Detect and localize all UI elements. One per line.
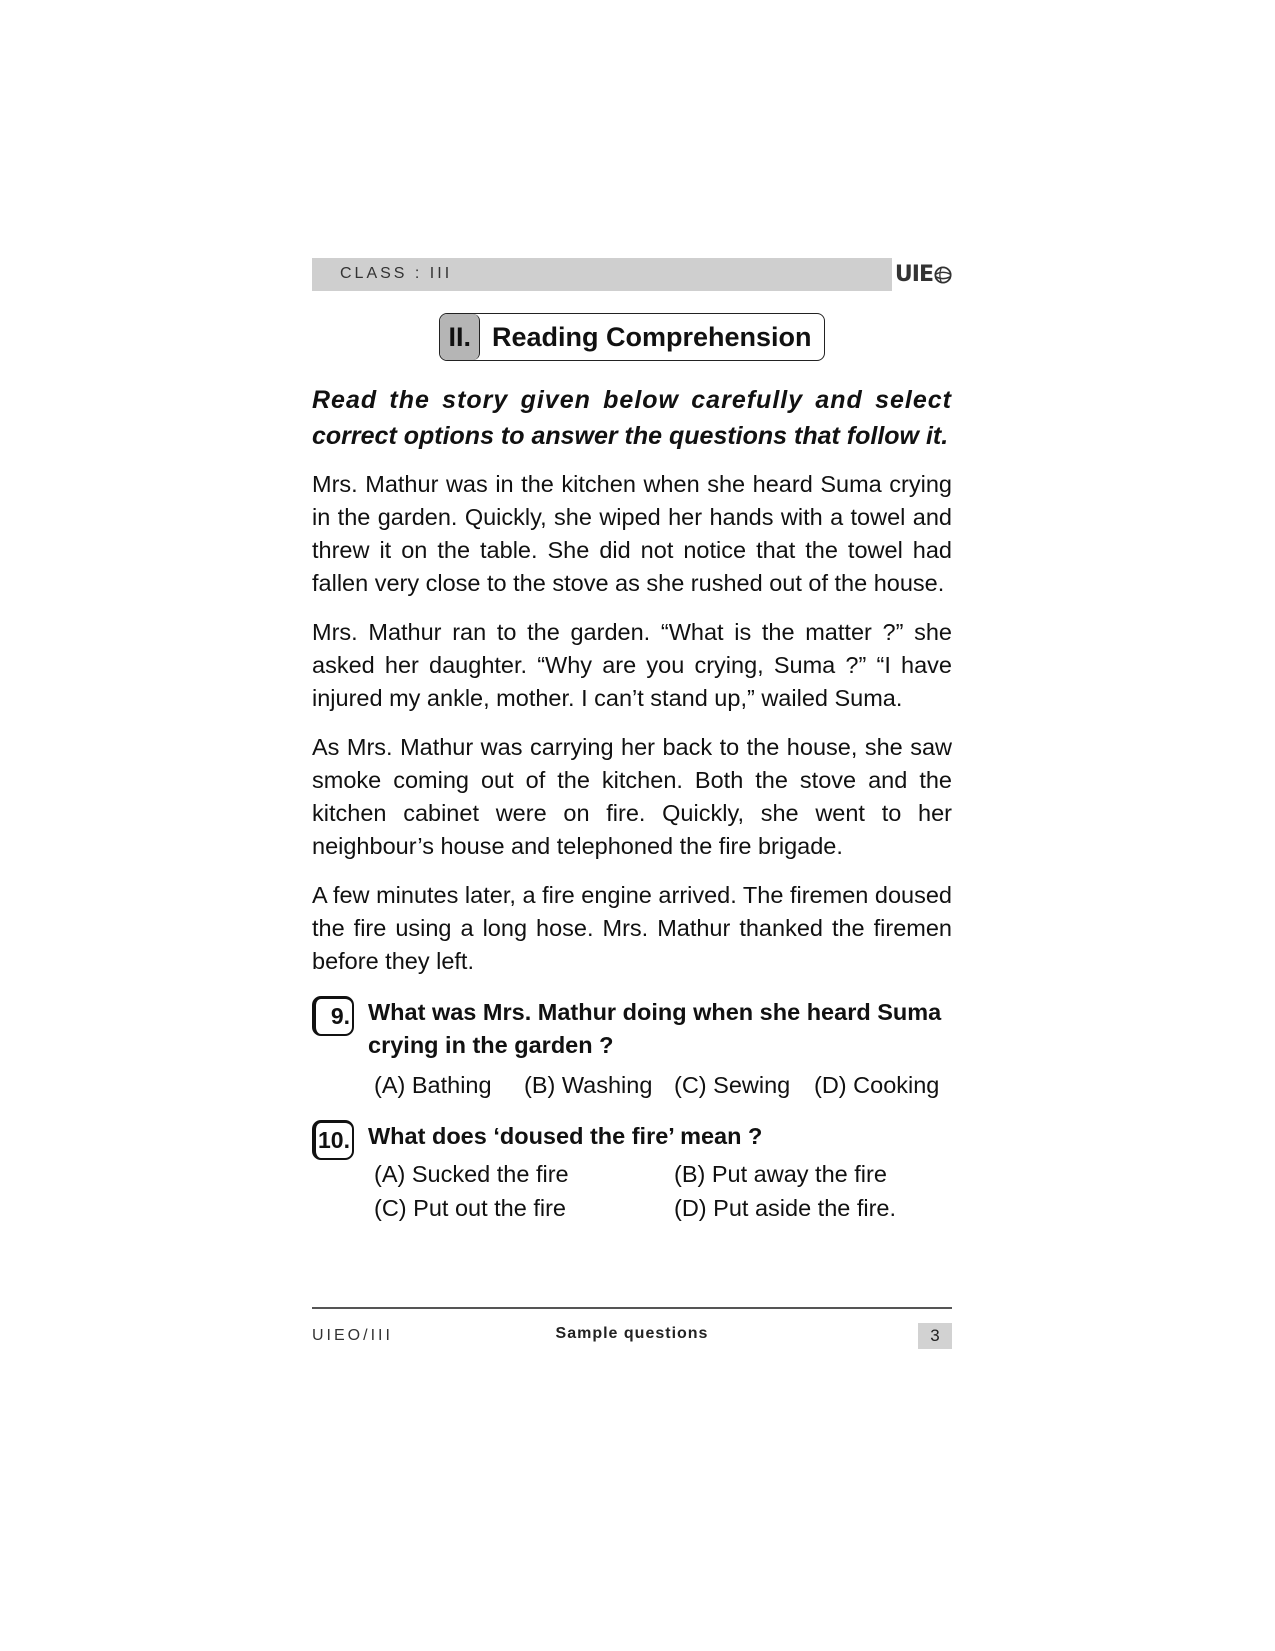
question-number-badge: 9. <box>312 996 354 1036</box>
option-a[interactable]: (A) Bathing <box>374 1072 492 1098</box>
story-paragraph: As Mrs. Mathur was carrying her back to the house, she saw smoke coming out of the kitchen. Both the stove and the kitchen cabinet were on fire. Quickly, she went to her neighbour’s house and telephoned the fire brigade. <box>312 734 952 859</box>
instruction <box>312 382 952 454</box>
footer-code: UIEO/III <box>312 1327 393 1344</box>
story-paragraph: Mrs. Mathur ran to the garden. “What is the matter ?” she asked her daughter. “Why are you crying, Suma ?” “I have injured my ankle, mother. I can’t stand up,” wailed Suma. <box>312 619 952 711</box>
question-9 <box>312 996 952 1102</box>
question-text: What was Mrs. Mathur doing when she heard Suma crying in the garden ? <box>368 999 942 1058</box>
question-9-options <box>368 1068 952 1102</box>
question-10 <box>312 1120 952 1225</box>
question-10-options <box>368 1157 952 1225</box>
section-heading <box>312 313 952 363</box>
header-bar <box>312 258 892 291</box>
page-number: 3 <box>918 1323 952 1349</box>
uieo-logo <box>895 262 952 288</box>
story-paragraph: A few minutes later, a fire engine arrived. The firemen doused the fire using a long hose. Mrs. Mathur thanked the firemen before they left. <box>312 882 952 974</box>
question-text: What does ‘doused the fire’ mean ? <box>368 1123 763 1149</box>
globe-icon <box>934 266 952 284</box>
instruction-line-1: Read the story given below carefully and select <box>312 386 952 414</box>
option-b[interactable]: (B) Washing <box>524 1072 653 1098</box>
class-label: CLASS : III <box>340 265 453 282</box>
page-footer <box>312 1307 952 1349</box>
section-number: II. <box>440 314 480 360</box>
option-d[interactable]: (D) Cooking <box>814 1072 940 1098</box>
page <box>312 258 952 1225</box>
option-a[interactable]: (A) Sucked the fire <box>374 1161 569 1187</box>
section-box <box>439 313 824 361</box>
logo-text: UIE <box>894 262 933 287</box>
section-title: Reading Comprehension <box>491 321 812 352</box>
instruction-line-2: correct options to answer the questions that follow it. <box>312 422 949 450</box>
page-header <box>312 258 952 291</box>
question-number-badge: 10. <box>312 1120 354 1160</box>
story <box>312 468 952 978</box>
option-d[interactable]: (D) Put aside the fire. <box>674 1195 897 1221</box>
option-c[interactable]: (C) Put out the fire <box>374 1195 566 1221</box>
option-b[interactable]: (B) Put away the fire <box>674 1161 887 1187</box>
story-paragraph: Mrs. Mathur was in the kitchen when she heard Suma crying in the garden. Quickly, she wiped her hands with a towel and threw it on the table. She did not notice that the towel had fallen very close to the stove as she rushed out of the house. <box>312 471 952 596</box>
footer-title: Sample questions <box>555 1325 709 1342</box>
option-c[interactable]: (C) Sewing <box>674 1072 791 1098</box>
